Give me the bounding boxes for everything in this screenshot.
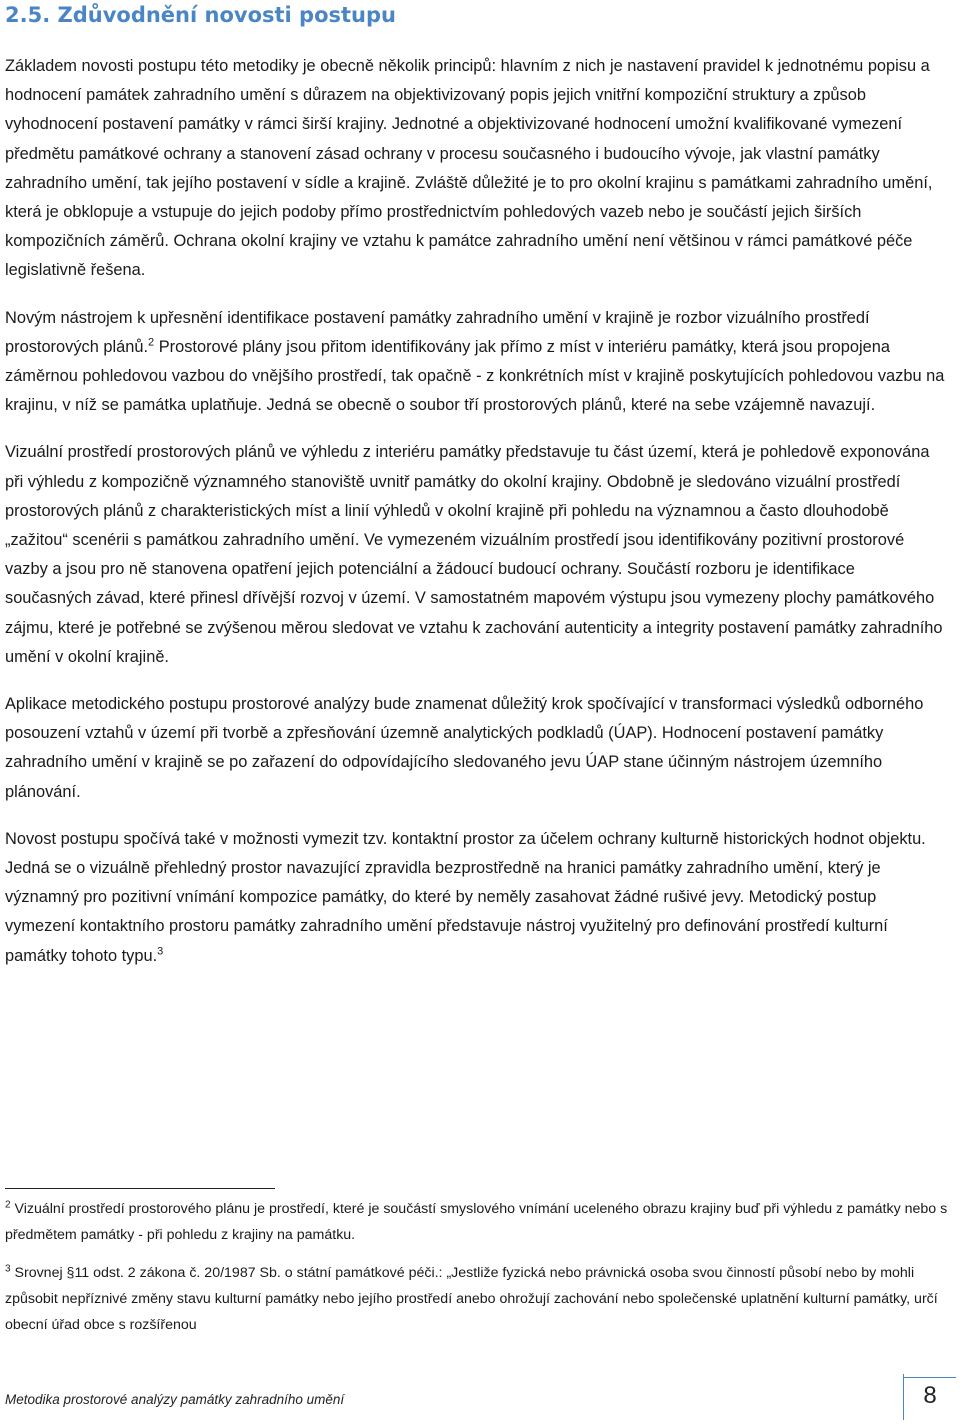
page-number: 8 xyxy=(923,1382,937,1409)
footnote-text: Vizuální prostředí prostorového plánu je prostředí, které je součástí smyslového vnímání uceleného obrazu krajiny buď při výhledu z památky nebo s předmětem památky - při pohledu z krajiny na památku. xyxy=(5,1201,948,1243)
footer-document-title: Metodika prostorové analýzy památky zahradního umění xyxy=(5,1392,345,1407)
footnotes xyxy=(5,1196,950,1350)
page-number-rule xyxy=(904,1377,956,1378)
section-heading xyxy=(5,0,396,30)
footnote-ref-2[interactable]: 2 xyxy=(148,336,155,349)
paragraph-application xyxy=(5,690,945,807)
body-text xyxy=(5,52,945,989)
paragraph-contact-space xyxy=(5,825,945,971)
footnote-text: Srovnej §11 odst. 2 zákona č. 20/1987 Sb. o státní památkové péči.: „Jestliže fyzická nebo právnická osoba svou činností působí nebo by mohli způsobit nepříznivé změny stavu kulturní památky nebo jejího prostředí anebo ohrožují zachování nebo společenské uplatnění kulturní památky, určí obecní úřad obce s rozšířenou xyxy=(5,1265,938,1333)
page-number-box xyxy=(903,1374,956,1420)
footnote-marker: 2 xyxy=(5,1199,11,1211)
footnote-separator xyxy=(5,1188,275,1189)
footnote-3 xyxy=(5,1260,950,1338)
footnote-2 xyxy=(5,1196,950,1248)
paragraph-text-continued: Prostorové plány jsou přitom identifikovány jak přímo z míst v interiéru památky, která jsou propojena záměrnou pohledovou vazbou do vnějšího prostředí, tak opačně - z konkrétních míst v krajině poskytujících pohledovou vazbu na krajinu, v níž se památka uplatňuje. Jedná se obecně o soubor tří prostorových plánů, které na sebe vzájemně navazují. xyxy=(5,337,945,415)
paragraph-text: Novost postupu spočívá také v možnosti vymezit tzv. kontaktní prostor za účelem ochrany kulturně historických hodnot objektu. Jedná se o vizuálně přehledný prostor navazující zpravidla bezprostředně na hranici památky zahradního umění, který je významný pro pozitivní vnímání kompozice památky, do které by neměly zasahovat žádné rušivé jevy. Metodický postup vymezení kontaktního prostoru památky zahradního umění představuje nástroj využitelný pro definování prostředí kulturní památky tohoto typu. xyxy=(5,829,926,965)
paragraph-text: Novým nástrojem k upřesnění identifikace postavení památky zahradního umění v krajině je rozbor vizuálního prostředí prostorových plánů. xyxy=(5,308,870,356)
paragraph-text: Základem novosti postupu této metodiky je obecně několik principů: hlavním z nich je nastavení pravidel k jednotnému popisu a hodnocení památek zahradního umění s důrazem na objektivizovaný popis jejich vnitřní kompoziční struktury a způsob vyhodnocení postavení památky v rámci širší krajiny. Jednotné a objektivizované hodnocení umožní kvalifikované vymezení předmětu památkové ochrany a stanovení zásad ochrany v procesu současného i budoucího vývoje, jak vlastní památky zahradního umění, tak jejího postavení v sídle a krajině. Zvláště důležité je to pro okolní krajinu s památkami zahradního umění, která je obklopuje a vstupuje do jejich podoby přímo prostřednictvím pohledových vazeb nebo je součástí jejich širších kompozičních záměrů. Ochrana okolní krajiny ve vztahu k památce zahradního umění není většinou v rámci památkové péče legislativně řešena. xyxy=(5,57,933,280)
footnote-marker: 3 xyxy=(5,1263,11,1275)
paragraph-text: Aplikace metodického postupu prostorové analýzy bude znamenat důležitý krok spočívající v transformaci výsledků odborného posouzení vztahů v území při tvorbě a zpřesňování územně analytických podkladů (ÚAP). Hodnocení postavení památky zahradního umění v krajině se po zařazení do odpovídajícího sledovaného jevu ÚAP stane účinným nástrojem územního plánování. xyxy=(5,695,924,801)
paragraph-visual-environment xyxy=(5,438,945,672)
paragraph-intro xyxy=(5,52,945,286)
paragraph-text: Vizuální prostředí prostorových plánů ve výhledu z interiéru památky představuje tu část území, která je pohledově exponována při výhledu z kompozičně významného stanoviště uvnitř památky do okolní krajiny. Obdobně je sledováno vizuální prostředí prostorových plánů z charakteristických míst a linií výhledů v okolní krajině při pohledu na významnou a často dlouhodobě „zažitou“ scenérii s památkou zahradního umění. Ve vymezeném vizuálním prostředí jsou identifikovány pozitivní prostorové vazby a jsou pro ně stanovena opatření jejich potenciální a žádoucí budoucí ochrany. Součástí rozboru je identifikace současných závad, které přinesl dřívější rozvoj v území. V samostatném mapovém výstupu jsou vymezeny plochy památkového zájmu, které je potřebné se zvýšenou měrou sledovat ve vztahu k zachování autenticity a integrity postavení památky zahradního umění v okolní krajině. xyxy=(5,443,943,666)
section-number: 2.5. xyxy=(5,3,51,27)
footnote-ref-3[interactable]: 3 xyxy=(157,945,164,958)
section-title: Zdůvodnění novosti postupu xyxy=(57,3,396,27)
paragraph-new-tool xyxy=(5,304,945,421)
